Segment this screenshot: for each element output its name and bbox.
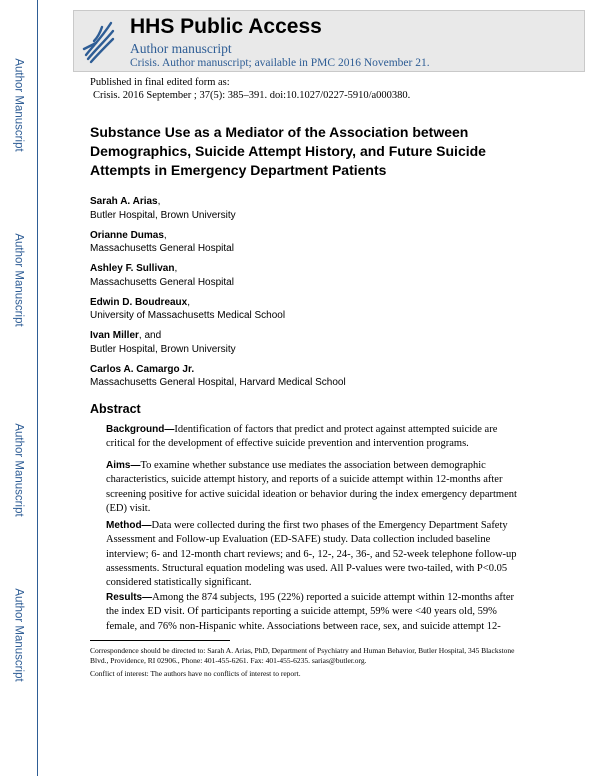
publication-citation: Crisis. 2016 September ; 37(5): 385–391. doi:10.1027/0227-5910/a000380. xyxy=(93,90,411,101)
hhs-banner xyxy=(73,10,585,72)
author-affiliation: Butler Hospital, Brown University xyxy=(90,209,236,221)
hhs-eagle-logo-icon xyxy=(80,15,116,65)
correspondence-footnote: Correspondence should be directed to: Sarah A. Arias, PhD, Department of Psychiatry and Human Behavior, Butler Hospital, 345 Blackstone Blvd., Providence, RI 02906., Phone: 401-455-6261. Fax: 401-455-6235. sarias@butler.org. xyxy=(90,646,515,665)
author-list xyxy=(90,195,530,396)
abstract-results xyxy=(106,591,526,634)
conflict-footnote: Conflict of interest: The authors have no conflicts of interest to report. xyxy=(90,669,301,678)
section-text: Among the 874 subjects, 195 (22%) reported a suicide attempt within 12-months after the index ED visit. Of participants reporting a suicide attempt, 59% were <40 years old, 59% female, and 76% non-Hispanic white. Associations between race, sex, and suicide attempt 12- xyxy=(106,592,515,632)
section-label: Background— xyxy=(106,424,175,435)
abstract-background xyxy=(106,423,526,452)
author-name: Ivan Miller xyxy=(90,330,139,341)
abstract-heading: Abstract xyxy=(90,402,141,416)
section-text: To examine whether substance use mediates the association between demographic characteristics, suicide attempt history, and reports of a suicide attempt within 12-months after screening positive for active suicidal ideation or behavior during the index emergency department (ED) visit. xyxy=(106,460,517,514)
author-name: Orianne Dumas xyxy=(90,229,164,241)
side-rail xyxy=(0,0,38,776)
abstract-aims xyxy=(106,459,526,516)
author-affiliation: University of Massachusetts Medical School xyxy=(90,310,286,321)
banner-subtitle: Author manuscript xyxy=(130,41,232,56)
article-title: Substance Use as a Mediator of the Association between Demographics, Suicide Attempt History, and Future Suicide Attempts in Emergency Department Patients xyxy=(90,124,486,178)
author-entry: Ivan Miller, and Butler Hospital, Brown University xyxy=(90,329,530,363)
author-affiliation: Massachusetts General Hospital xyxy=(90,276,234,288)
section-label: Aims— xyxy=(106,460,141,471)
author-name: Edwin D. Boudreaux xyxy=(90,296,188,308)
section-label: Results— xyxy=(106,592,153,603)
author-entry: Edwin D. Boudreaux, University of Massachusetts Medical School xyxy=(90,296,530,330)
author-entry: Sarah A. Arias, Butler Hospital, Brown University xyxy=(90,195,530,229)
author-affiliation: Massachusetts General Hospital xyxy=(90,243,234,254)
abstract-method xyxy=(106,519,526,590)
availability-note: Crisis. Author manuscript; available in PMC 2016 November 21. xyxy=(130,57,430,69)
side-label: Author Manuscript xyxy=(13,423,26,517)
author-name: Carlos A. Camargo Jr. xyxy=(90,363,195,375)
side-label: Author Manuscript xyxy=(13,233,26,327)
footnote-rule xyxy=(90,640,230,641)
author-name: Ashley F. Sullivan xyxy=(90,263,175,274)
side-label: Author Manuscript xyxy=(13,588,26,682)
publication-info xyxy=(90,76,410,102)
side-label: Author Manuscript xyxy=(13,58,26,152)
banner-title: HHS Public Access xyxy=(130,15,322,38)
author-entry xyxy=(90,363,530,397)
section-text: Identification of factors that predict and protect against attempted suicide are critical for the development of effective suicide prevention and intervention programs. xyxy=(106,424,498,450)
author-affiliation: Butler Hospital, Brown University xyxy=(90,343,236,355)
section-label: Method— xyxy=(106,520,152,531)
author-affiliation: Massachusetts General Hospital, Harvard Medical School xyxy=(90,377,346,388)
author-entry: Orianne Dumas, Massachusetts General Hospital xyxy=(90,229,530,263)
publication-line: Published in final edited form as: xyxy=(90,77,230,88)
author-name: Sarah A. Arias xyxy=(90,196,158,207)
section-text: Data were collected during the first two phases of the Emergency Department Safety Assessment and Follow-up Evaluation (ED-SAFE) study. Data collection included baseline interview; 6- and 12-month chart reviews; and 6-, 12-, 24-, 36-, and 52-week telephone follow-up assessments. Structural equation modeling was used. All P-values were two-tailed, with P<0.05 considered statistically significant. xyxy=(106,520,517,589)
author-entry: Ashley F. Sullivan, Massachusetts General Hospital xyxy=(90,262,530,296)
